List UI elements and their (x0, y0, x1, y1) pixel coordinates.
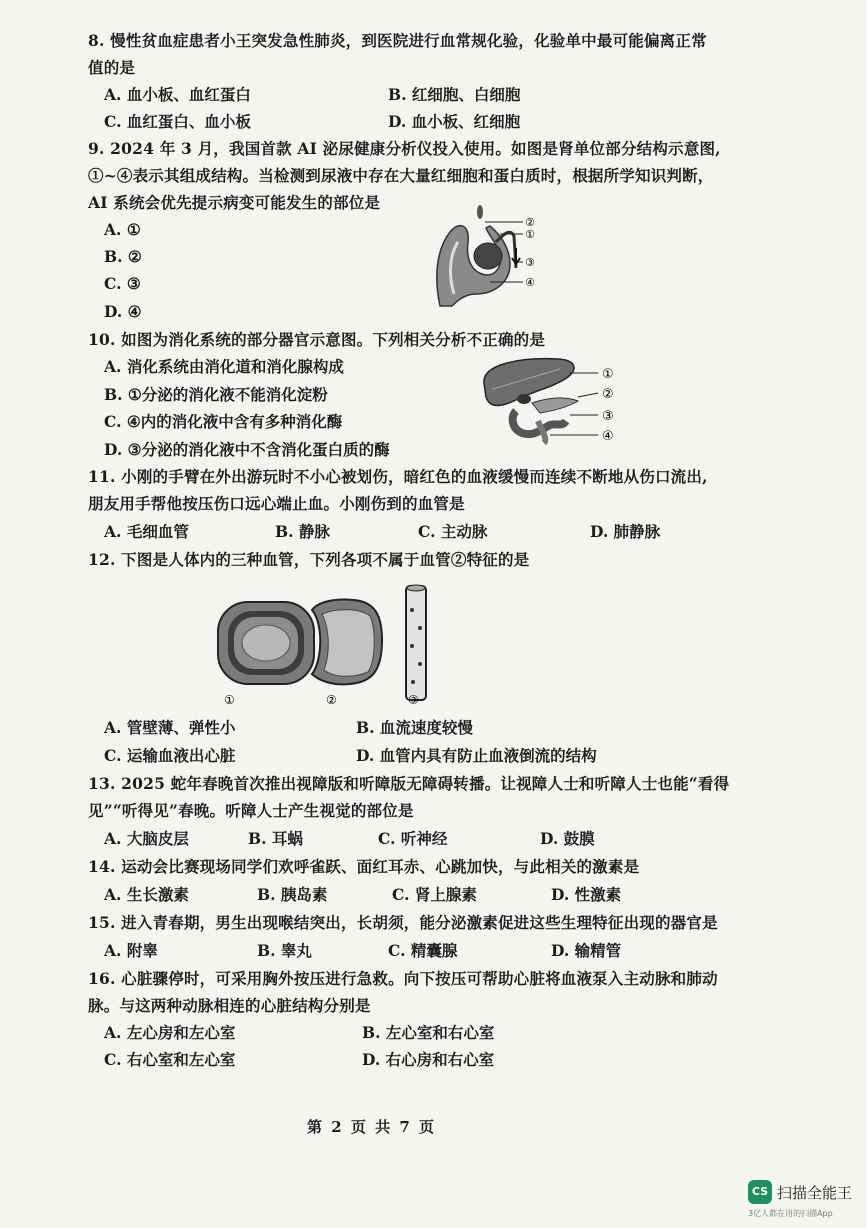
q12-option-b: B. 血流速度较慢 (356, 718, 473, 737)
q8-stem-line2: 值的是 (88, 58, 136, 77)
q9-option-d: D. ④ (104, 302, 142, 321)
q11-stem-line2: 朋友用手帮他按压伤口远心端止血。小刚伤到的血管是 (88, 494, 465, 513)
q11-option-d: D. 肺静脉 (590, 522, 661, 541)
q8-option-a: A. 血小板、血红蛋白 (104, 85, 251, 104)
q12-option-c: C. 运输血液出心脏 (104, 746, 236, 765)
q11-stem-line1: 11. 小刚的手臂在外出游玩时不小心被划伤，暗红色的血液缓慢而连续不断地从伤口流出, (88, 467, 708, 486)
q10-stem-line1: 10. 如图为消化系统的部分器官示意图。下列相关分析不正确的是 (88, 330, 546, 349)
q11-option-b: B. 静脉 (275, 522, 330, 541)
q15-option-b: B. 睾丸 (257, 941, 312, 960)
q8-option-d: D. 血小板、红细胞 (388, 112, 521, 131)
q13-stem-line1: 13. 2025 蛇年春晚首次推出视障版和听障版无障碍转播。让视障人士和听障人士也能“看得 (88, 774, 730, 793)
q14-option-c: C. 肾上腺素 (392, 885, 477, 904)
q8-option-b: B. 红细胞、白细胞 (388, 85, 521, 104)
vessel-label-1: ① (224, 693, 235, 707)
q14-option-b: B. 胰岛素 (257, 885, 328, 904)
q15-stem-line1: 15. 进入青春期，男生出现喉结突出，长胡须，能分泌激素促进这些生理特征出现的器官是 (88, 913, 718, 932)
q9-option-b: B. ② (104, 247, 142, 266)
q15-option-a: A. 附睾 (104, 941, 158, 960)
q15-option-d: D. 输精管 (551, 941, 622, 960)
organ-label-4: ④ (602, 429, 614, 444)
organ-label-1: ① (602, 367, 614, 382)
camscanner-logo-icon: CS (748, 1180, 772, 1204)
q12-option-d: D. 血管内具有防止血液倒流的结构 (356, 746, 597, 765)
blood-vessels-diagram (214, 580, 444, 710)
nephron-label-3: ③ (525, 256, 535, 269)
watermark-app-name: 扫描全能王 (777, 1184, 853, 1202)
q8-stem-line1: 8. 慢性贫血症患者小王突发急性肺炎，到医院进行血常规化验，化验单中最可能偏离正常 (88, 31, 707, 50)
q14-option-d: D. 性激素 (551, 885, 622, 904)
q16-stem-line2: 脉。与这两种动脉相连的心脏结构分别是 (88, 996, 371, 1015)
q11-option-a: A. 毛细血管 (104, 522, 189, 541)
page-number-footer: 第 2 页 共 7 页 (307, 1118, 436, 1136)
q16-stem-line1: 16. 心脏骤停时，可采用胸外按压进行急救。向下按压可帮助心脏将血液泵入主动脉和肺动 (88, 969, 718, 988)
q12-option-a: A. 管壁薄、弹性小 (104, 718, 236, 737)
q14-stem-line1: 14. 运动会比赛现场同学们欢呼雀跃、面红耳赤、心跳加快，与此相关的激素是 (88, 857, 640, 876)
q8-option-c: C. 血红蛋白、血小板 (104, 112, 251, 131)
nephron-diagram (430, 198, 545, 310)
q11-option-c: C. 主动脉 (418, 522, 488, 541)
q13-option-c: C. 听神经 (378, 829, 448, 848)
q13-option-b: B. 耳蜗 (248, 829, 303, 848)
q9-option-a: A. ① (104, 220, 141, 239)
q13-stem-line2: 见”“听得见”春晚。听障人士产生视觉的部位是 (88, 801, 414, 820)
q15-option-c: C. 精囊腺 (388, 941, 458, 960)
q10-option-b: B. ①分泌的消化液不能消化淀粉 (104, 385, 328, 404)
q16-option-c: C. 右心室和左心室 (104, 1050, 236, 1069)
nephron-label-2: ② (525, 216, 535, 229)
q16-option-b: B. 左心室和右心室 (362, 1023, 495, 1042)
q10-option-a: A. 消化系统由消化道和消化腺构成 (104, 357, 344, 376)
q10-option-c: C. ④内的消化液中含有多种消化酶 (104, 412, 343, 431)
q13-option-d: D. 鼓膜 (540, 829, 595, 848)
nephron-label-1: ① (525, 228, 535, 241)
q16-option-d: D. 右心房和右心室 (362, 1050, 495, 1069)
watermark-tagline: 3亿人都在用的扫描App (748, 1209, 833, 1218)
q9-stem-line1: 9. 2024 年 3 月，我国首款 AI 泌尿健康分析仪投入使用。如图是肾单位部分结构示意图, (88, 139, 721, 158)
nephron-label-4: ④ (525, 276, 535, 289)
q9-stem-line2: ①~④表示其组成结构。当检测到尿液中存在大量红细胞和蛋白质时，根据所学知识判断， (88, 166, 714, 185)
q9-option-c: C. ③ (104, 274, 141, 293)
digestive-organs-diagram (478, 355, 628, 447)
q13-option-a: A. 大脑皮层 (104, 829, 189, 848)
q14-option-a: A. 生长激素 (104, 885, 189, 904)
q12-stem-line1: 12. 下图是人体内的三种血管，下列各项不属于血管②特征的是 (88, 550, 530, 569)
q9-stem-line3: AI 系统会优先提示病变可能发生的部位是 (88, 193, 381, 212)
vessel-label-2: ② (326, 693, 337, 707)
organ-label-3: ③ (602, 409, 614, 424)
organ-label-2: ② (602, 387, 614, 402)
q10-option-d: D. ③分泌的消化液中不含消化蛋白质的酶 (104, 440, 390, 459)
vessel-label-3: ③ (408, 693, 419, 707)
q16-option-a: A. 左心房和左心室 (104, 1023, 236, 1042)
